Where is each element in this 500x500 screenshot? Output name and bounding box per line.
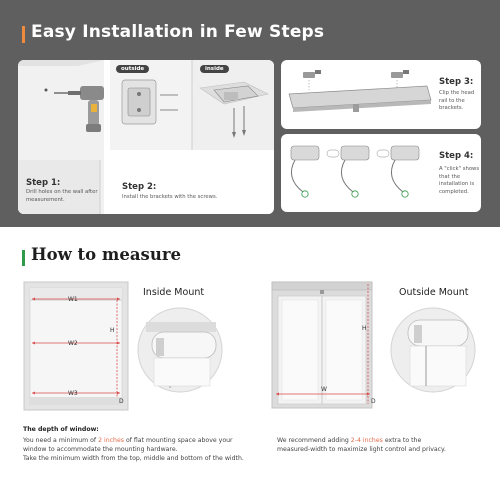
inside-tag: inside <box>200 65 229 73</box>
inside-text-line3: Take the minimum width from the top, middle and bottom of the width. <box>23 455 244 462</box>
step4-desc: A "click" shows that the installation is completed. <box>439 166 480 195</box>
inside-mount-text <box>23 436 244 463</box>
w3-label: W3 <box>68 390 78 397</box>
od-label: D <box>371 398 376 405</box>
inside-mount-label: Inside Mount <box>143 287 205 298</box>
inside-text-line2: window to accommodate the mounting hardware. <box>23 446 178 453</box>
d-label: D <box>119 398 124 405</box>
inside-text-line1: You need a minimum of 2 inches of flat mounting space above your <box>23 437 233 444</box>
step2-desc: Install the brackets with the screws. <box>122 194 218 200</box>
measure-title: How to measure <box>31 245 182 264</box>
step4-title: Step 4: <box>439 151 474 161</box>
w-label: W <box>321 386 327 393</box>
step3-desc: Clip the head rail to the brackets. <box>439 90 475 111</box>
w2-label: W2 <box>68 340 78 347</box>
outside-tag: outside <box>116 65 149 73</box>
depth-title: The depth of window: <box>23 426 99 433</box>
outside-mount-text <box>277 436 446 454</box>
h-label: H <box>110 327 115 334</box>
step3-title: Step 3: <box>439 77 474 87</box>
oh-label: H <box>362 325 367 332</box>
step1-desc: Drill holes on the wall after measurement. <box>26 189 98 203</box>
w1-label: W1 <box>68 296 78 303</box>
step2-title: Step 2: <box>122 182 157 192</box>
step1-title: Step 1: <box>26 178 61 188</box>
outside-text-line2: measured-width to maximize light control and privacy. <box>277 446 446 453</box>
installation-title: Easy Installation in Few Steps <box>31 22 325 42</box>
outside-text-line1: We recommend adding 2-4 inches extra to the <box>277 437 422 444</box>
outside-mount-label: Outside Mount <box>399 287 469 298</box>
